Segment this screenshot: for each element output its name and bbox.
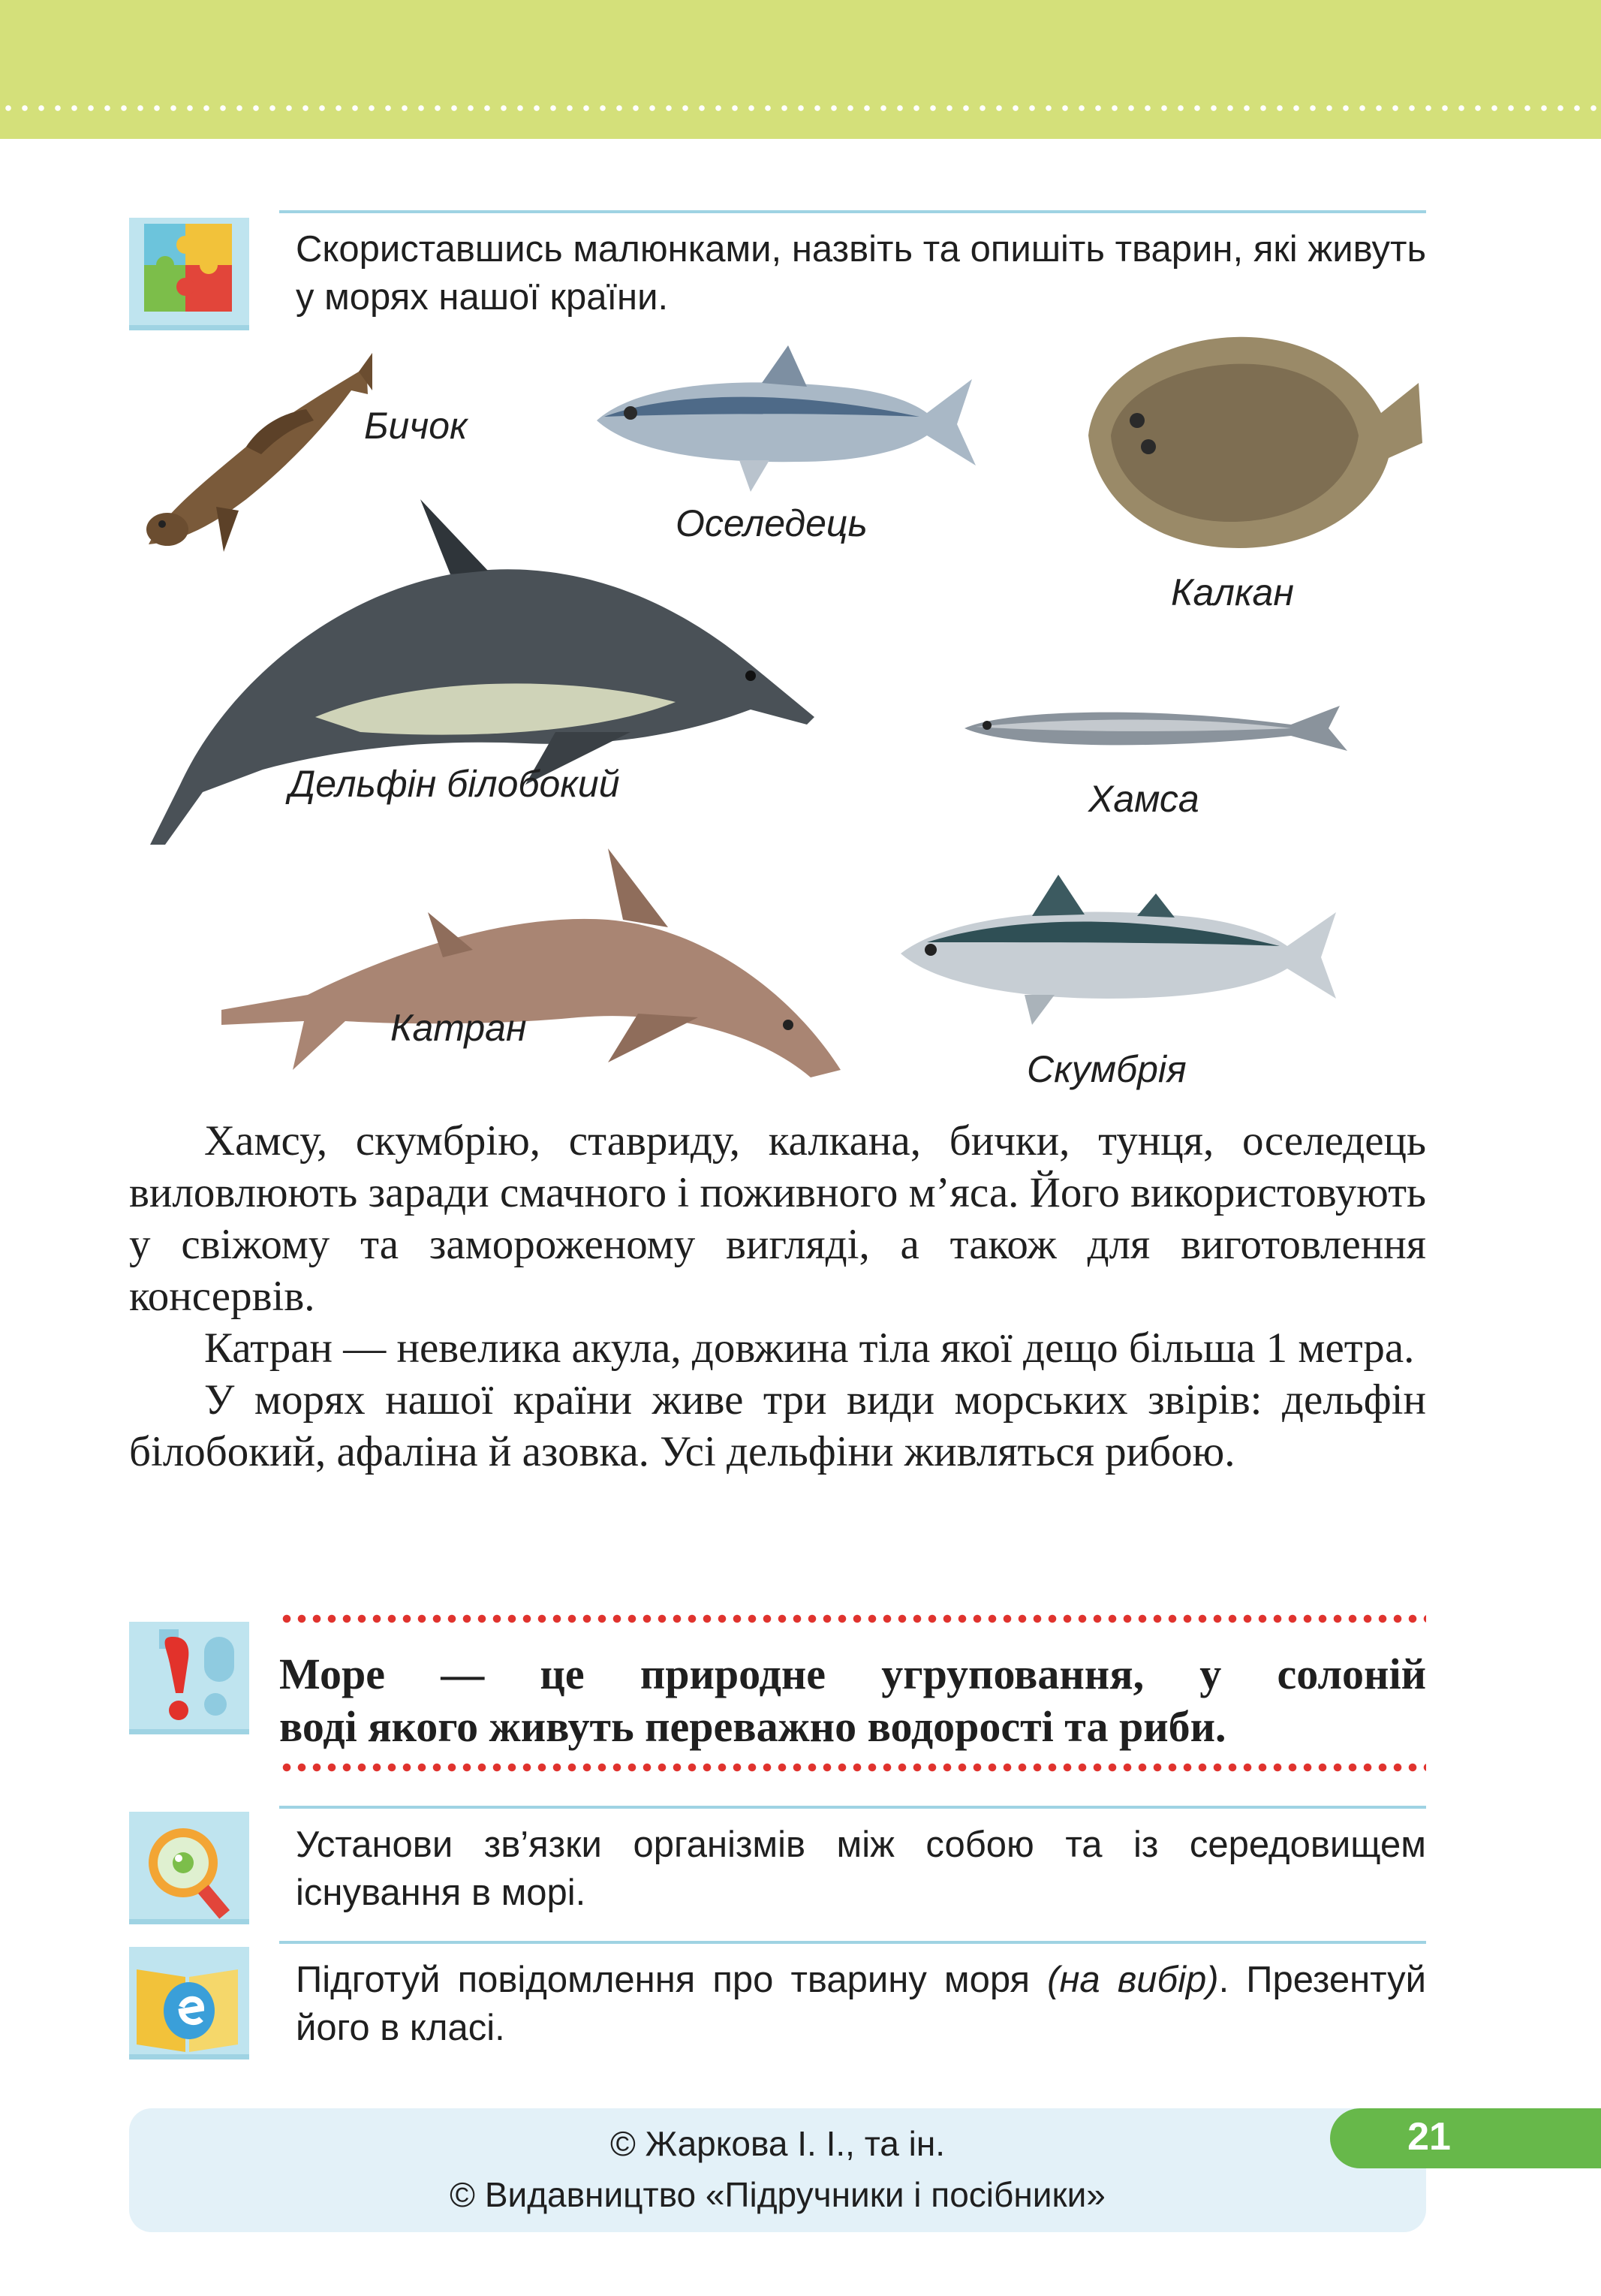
footer-publisher: © Видавництво «Підручники і посібники»: [450, 2175, 1106, 2214]
herring-illustration: [589, 342, 980, 499]
paragraph-dolphins: У морях нашої країни живе три види морських звірів: дельфін білобокий, афаліна й азовка. Усі дельфіни живляться рибою.: [129, 1376, 1426, 1475]
definition-text: [279, 1648, 1426, 1753]
task-block-connections: [129, 1806, 1426, 1930]
turbot-illustration: [1066, 323, 1426, 563]
definition-bottom-dotted-line: [279, 1763, 1426, 1772]
task-block-report: [129, 1941, 1426, 2065]
label-oseledets: Оселедець: [676, 502, 868, 544]
puzzle-icon: [129, 218, 249, 330]
label-bichok: Бичок: [364, 405, 468, 447]
page-number-tab: [1330, 2108, 1601, 2168]
label-kalkan: Калкан: [1171, 571, 1294, 613]
task3-text-a: Підготуй повідомлення про тварину моря: [296, 1960, 1048, 2000]
header-band: [0, 0, 1601, 139]
mackerel-illustration: [897, 871, 1340, 1036]
paragraph-katran: Катран — невелика акула, довжина тіла якої дещо більша 1 метра.: [204, 1324, 1415, 1372]
header-dotted-line: [0, 105, 1601, 111]
definition-line-2: воді якого живуть переважно водорості та риби.: [279, 1702, 1226, 1751]
task3-text-choice: (на вибір): [1047, 1960, 1219, 2000]
label-katran: Катран: [390, 1007, 527, 1049]
book-icon: [129, 1947, 249, 2059]
footer-authors: © Жаркова І. І., та ін.: [609, 2124, 946, 2163]
definition-line-1: Море — це природне угруповання, у солоній: [279, 1650, 1426, 1698]
label-skumbriia: Скумбрія: [1027, 1048, 1187, 1090]
paragraph-fishing: Хамсу, скумбрію, ставриду, калкана, бички, тунця, оселедець виловлюють заради смачного і поживного м’яса. Його використовують у свіжому та замороженому вигляді, а також для виготовлення консервів.: [129, 1117, 1426, 1320]
task2-top-rule: [279, 1806, 1426, 1809]
page-number: 21: [1407, 2115, 1451, 2159]
main-text: [129, 1115, 1426, 1478]
definition-box: [129, 1614, 1426, 1779]
footer-copyright-box: [129, 2108, 1426, 2232]
task-text-report: [296, 1956, 1426, 2052]
task3-text-c: . Презентуй його в класі.: [296, 1960, 1427, 2048]
anchovy-illustration: [961, 698, 1351, 758]
task-text-connections: Установи зв’язки організмів між собою та із середовищем існування в морі.: [296, 1824, 1426, 1913]
attention-icon: [129, 1622, 249, 1734]
task-top-rule: [279, 210, 1426, 213]
task-block-describe-animals: [129, 210, 1426, 338]
magnifier-icon: [129, 1812, 249, 1924]
task-text-describe: Скориставшись малюнками, назвіть та опишіть тварин, які живуть у морях нашої країни.: [296, 229, 1426, 318]
label-khamsa: Хамса: [1088, 778, 1199, 820]
task3-top-rule: [279, 1941, 1426, 1944]
definition-top-dotted-line: [279, 1614, 1426, 1623]
dogfish-illustration: [218, 845, 848, 1085]
label-delfin: Дельфін білобокий: [289, 763, 620, 805]
